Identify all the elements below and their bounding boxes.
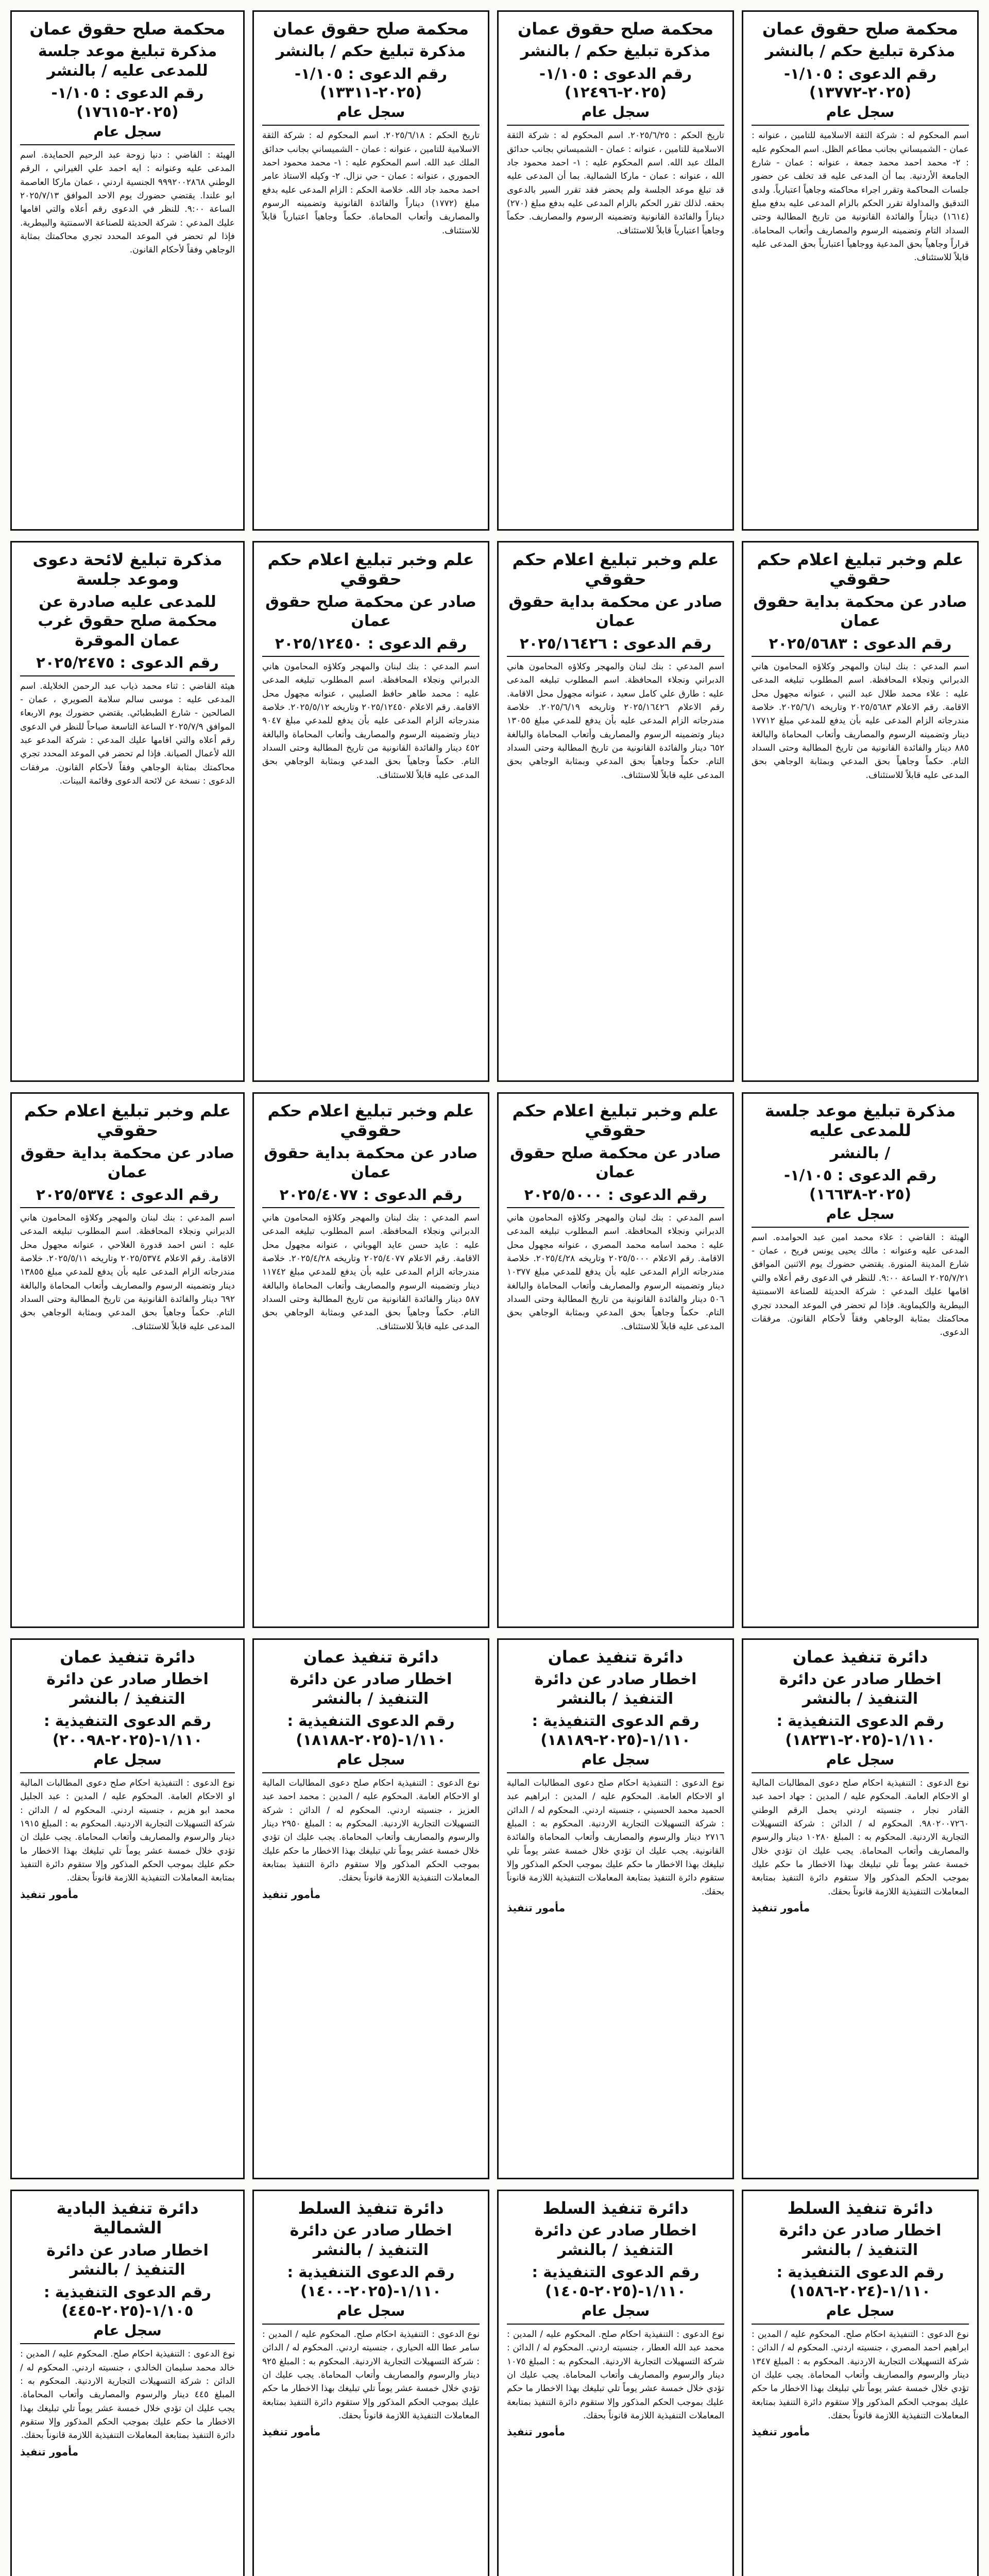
notice-body: اسم المحكوم له : شركة الثقة الاسلامية للتامين ، عنوانه : عمان - الشميساني بجانب مطاعم الظل. اسم المحكوم عليه : ٢- محمد احمد محمد جمعة ، عنوانه : عمان - شارع الجامعة الأردنية. بما أن المدعى عليه قد تخلف عن حضور جلسات المحاكمة وتقرر اجراء محاكمته وجاهياً اعتبارياً. ولدى التدقيق والمداولة تقرر الحكم بالزام المدعى عليه بدفع مبلغ (١٦١٤) ديناراً والفائدة القانونية من تاريخ المطالبة وحتى السداد التام وتضمينه الرسوم والمصاريف وأتعاب المحاماة. قراراً وجاهياً بحق المدعية ووجاهياً اعتبارياً بحق المدعى عليه قابلاً للاستئناف. bbox=[752, 130, 969, 263]
notice-title: صادر عن محكمة بداية حقوق عمان bbox=[20, 1144, 235, 1182]
notice-title: مذكرة تبليغ حكم / بالنشر bbox=[276, 42, 466, 61]
divider bbox=[752, 125, 969, 126]
notice-case-number: رقم الدعوى التنفيذية : ١/١٠٥-(٢٠٢٥-٤٤٥) bbox=[44, 2283, 211, 2320]
legal-notice-r2c2 bbox=[497, 541, 734, 1082]
notice-court: مذكرة تبليغ موعد جلسة للمدعى عليه bbox=[764, 1101, 956, 1141]
divider bbox=[20, 2343, 235, 2344]
notice-title: اخطار صادر عن دائرة التنفيذ / بالنشر bbox=[779, 1670, 942, 1708]
notice-court: علم وخبر تبليغ اعلام حكم حقوقي bbox=[267, 550, 474, 589]
notices-grid bbox=[10, 10, 979, 2576]
divider bbox=[262, 2324, 480, 2325]
legal-notice-r1c2 bbox=[497, 10, 734, 531]
notice-court: دائرة تنفيذ السلط bbox=[542, 2198, 689, 2218]
notice-title: اخطار صادر عن دائرة التنفيذ / بالنشر bbox=[46, 2241, 209, 2279]
notice-register: سجل عام bbox=[93, 123, 162, 140]
notice-case-number: رقم الدعوى التنفيذية : ١/١١٠-(٢٠٢٥-١٨٢٣١) bbox=[776, 1712, 944, 1749]
notice-signature: مأمور تنفيذ bbox=[507, 2426, 566, 2438]
notice-body: اسم المدعي : بنك لبنان والمهجر وكلاؤه المحامون هاني الدبراني ونجلاء المحافظة. اسم المطلوب تبليغه المدعى عليه : محمد طاهر حافظ الصليبي ، عنوانه مجهول محل الاقامة. رقم الاعلام ٢٠٢٥/١٢٤٥٠ وتاريخه ٢٠٢٥/٥/١٢. خلاصة مندرجاته الزام المدعى عليه بأن يدفع للمدعي مبلغ ٩٠٤٧ دينار وتضمينه الرسوم والمصاريف وأتعاب المحاماة والبالغة ٤٥٢ دينار والفائدة القانونية من تاريخ المطالبة وحتى السداد التام. حكماً وجاهياً بحق المدعي وبمثابة الوجاهي بحق المدعى عليه قابلاً للاستئناف. bbox=[262, 662, 480, 781]
notice-register: سجل عام bbox=[581, 104, 650, 121]
divider bbox=[507, 2324, 724, 2325]
notice-body: نوع الدعوى : التنفيذية احكام صلح دعوى المطالبات المالية او الاحكام العامة. المحكوم عليه / المدين : محمد احمد عبد العزيز ، جنسيته اردني. المحكوم له / الدائن : شركة التسهيلات التجارية الاردنية. المحكوم به : المبلغ ٢٩٥٠ دينار والرسوم والمصاريف وأتعاب المحاماة. يجب عليك ان تؤدي خلال خمسة عشر يوماً تلي تبليغك بهذا الاخطار ما حكم عليك بموجب الحكم المذكور وإلا ستقوم دائرة التنفيذ بمتابعة المعاملات التنفيذية اللازمة قانوناً بحقك. bbox=[262, 1777, 480, 1884]
notice-court: مذكرة تبليغ لائحة دعوى وموعد جلسة bbox=[32, 550, 223, 589]
legal-notice-r5c3 bbox=[252, 2190, 489, 2576]
divider bbox=[507, 1772, 724, 1773]
notice-case-number: رقم الدعوى : ٢٠٢٥/١٦٤٢٦ bbox=[519, 634, 712, 652]
notice-title: للمدعى عليه صادرة عن محكمة صلح حقوق غرب عمان الموقرة bbox=[38, 592, 217, 650]
notice-register: سجل عام bbox=[336, 1751, 405, 1768]
notice-court: علم وخبر تبليغ اعلام حكم حقوقي bbox=[267, 1101, 474, 1141]
notice-case-number: رقم الدعوى التنفيذية : ١/١١٠-(٢٠٢٥-١٨١٨٨) bbox=[287, 1712, 455, 1749]
divider bbox=[262, 1772, 480, 1773]
legal-notice-r4c2 bbox=[497, 1638, 734, 2179]
legal-notice-r2c3 bbox=[252, 541, 489, 1082]
legal-notice-r1c3 bbox=[252, 10, 489, 531]
notice-case-number: رقم الدعوى التنفيذية : ١/١١٠-(٢٠٢٥-١٤٠٠) bbox=[287, 2263, 455, 2300]
notice-body: هيئة القاضي : ثناء محمد ذياب عبد الرحمن الخلايلة. اسم المدعى عليه : موسى سالم سلامة الصويري ، عمان - الصالحين - شارع الطبطبائي. يقتضي حضورك يوم الاربعاء الموافق ٢٠٢٥/٧/٩ الساعة التاسعة صباحاً للنظر في الدعوى رقم أعلاه والتي اقامها عليك المدعي : شركة المدعو عبد الله لأعمال الصيانة. فإذا لم تحضر في الموعد المحدد تجري محاكمتك بمثابة الوجاهي وفقاً لأحكام القانون. مرفقات الدعوى : نسخة عن لائحة الدعوى وقائمة البينات. bbox=[20, 681, 235, 786]
notice-court: دائرة تنفيذ عمان bbox=[303, 1647, 439, 1667]
notice-title: / بالنشر bbox=[830, 1144, 891, 1162]
notice-register: سجل عام bbox=[336, 2302, 405, 2319]
notice-register: سجل عام bbox=[93, 1751, 162, 1768]
notice-body: اسم المدعي : بنك لبنان والمهجر وكلاؤه المحامون هاني الدبراني ونجلاء المحافظة. اسم المطلوب تبليغه المدعى عليه : طارق علي كامل سعيد ، عنوانه مجهول محل الاقامة. رقم الاعلام ٢٠٢٥/١٦٤٢٦ وتاريخه ٢٠٢٥/٦/١٩. خلاصة مندرجاته الزام المدعى عليه بأن يدفع للمدعي مبلغ ١٣٠٥٥ دينار وتضمينه الرسوم والمصاريف وأتعاب المحاماة والبالغة ٦٥٢ دينار والفائدة القانونية من تاريخ المطالبة وحتى السداد التام. حكماً وجاهياً بحق المدعي وبمثابة الوجاهي بحق المدعى عليه قابلاً للاستئناف. bbox=[507, 662, 724, 781]
notice-signature: مأمور تنفيذ bbox=[262, 2426, 321, 2438]
divider bbox=[262, 656, 480, 657]
legal-notice-r5c2 bbox=[497, 2190, 734, 2576]
divider bbox=[752, 1227, 969, 1228]
legal-notice-r3c3 bbox=[252, 1092, 489, 1628]
notice-court: علم وخبر تبليغ اعلام حكم حقوقي bbox=[757, 550, 964, 589]
notice-court: محكمة صلح حقوق عمان bbox=[272, 19, 469, 39]
notice-case-number: رقم الدعوى : ٢٠٢٥/٥٣٧٤ bbox=[36, 1185, 219, 1204]
notice-signature: مأمور تنفيذ bbox=[507, 1901, 566, 1914]
notice-body: نوع الدعوى : التنفيذية احكام صلح دعوى المطالبات المالية او الاحكام العامة. المحكوم عليه / المدين : ابراهيم عبد الحميد محمد الحسيني ، جنسيته اردني. المحكوم له / الدائن : شركة التسهيلات التجارية الاردنية. المحكوم به : المبلغ ٢٧١٦ دينار والرسوم والمصاريف وأتعاب المحاماة والفائدة القانونية. يجب عليك ان تؤدي خلال خمسة عشر يوماً تلي تبليغك بهذا الاخطار ما حكم عليك بموجب الحكم المذكور وإلا ستقوم دائرة التنفيذ بمتابعة المعاملات التنفيذية اللازمة قانوناً بحقك. bbox=[507, 1777, 724, 1897]
notice-court: محكمة صلح حقوق عمان bbox=[762, 19, 959, 39]
divider bbox=[20, 675, 235, 676]
legal-notice-r5c4 bbox=[10, 2190, 245, 2576]
notice-case-number: رقم الدعوى التنفيذية : ١/١١٠-(٢٠٢٥-٢٠٠٩٨) bbox=[44, 1712, 211, 1749]
notice-case-number: رقم الدعوى : ٢٠٢٥/١٢٤٥٠ bbox=[275, 634, 467, 652]
legal-notice-r2c1 bbox=[742, 541, 979, 1082]
notice-case-number: رقم الدعوى : ٢٠٢٥/٢٤٧٥ bbox=[36, 654, 219, 672]
notice-case-number: رقم الدعوى التنفيذية : ١/١١٠-(٢٠٢٥-١٨١٨٩) bbox=[532, 1712, 700, 1749]
notice-body: نوع الدعوى : التنفيذية احكام صلح. المحكوم عليه / المدين : ابراهيم احمد المصري ، جنسيته اردني. المحكوم له / الدائن : شركة التسهيلات التجارية الاردنية. المحكوم به : المبلغ ١٣٤٧ دينار والرسوم والمصاريف وأتعاب المحاماة. يجب عليك ان تؤدي خلال خمسة عشر يوماً تلي تبليغك بهذا الاخطار ما حكم عليك بموجب الحكم المذكور وإلا ستقوم دائرة التنفيذ بمتابعة المعاملات التنفيذية اللازمة قانوناً بحقك. bbox=[752, 2329, 969, 2421]
notice-title: اخطار صادر عن دائرة التنفيذ / بالنشر bbox=[779, 2222, 942, 2259]
notice-body: نوع الدعوى : التنفيذية احكام صلح دعوى المطالبات المالية او الاحكام العامة. المحكوم عليه / المدين : جهاد احمد عبد القادر نجار ، جنسيته اردني يحمل الرقم الوطني ٩٨٠٢٠٠٧٢٦٠. المحكوم له / الدائن : شركة التسهيلات التجارية الاردنية. المحكوم به : المبلغ ١٠٢٨٠ دينار والرسوم والمصاريف وأتعاب المحاماة. يجب عليك ان تؤدي خلال خمسة عشر يوماً تلي تبليغك بهذا الاخطار ما حكم عليك بموجب الحكم المذكور وإلا ستقوم دائرة التنفيذ بمتابعة المعاملات التنفيذية اللازمة قانوناً بحقك. bbox=[752, 1777, 969, 1897]
notice-title: اخطار صادر عن دائرة التنفيذ / بالنشر bbox=[534, 1670, 697, 1708]
notice-register: سجل عام bbox=[93, 2322, 162, 2340]
divider bbox=[752, 1772, 969, 1773]
notice-title: مذكرة تبليغ موعد جلسة للمدعى عليه / بالنشر bbox=[38, 42, 217, 80]
notice-title: اخطار صادر عن دائرة التنفيذ / بالنشر bbox=[46, 1670, 209, 1708]
notice-title: صادر عن محكمة صلح حقوق عمان bbox=[265, 592, 476, 631]
notice-register: سجل عام bbox=[826, 2302, 895, 2319]
legal-notice-r4c4 bbox=[10, 1638, 245, 2179]
notice-title: اخطار صادر عن دائرة التنفيذ / بالنشر bbox=[289, 1670, 452, 1708]
divider bbox=[507, 125, 724, 126]
notice-court: دائرة تنفيذ عمان bbox=[792, 1647, 928, 1667]
notice-register: سجل عام bbox=[826, 1751, 895, 1768]
notice-court: علم وخبر تبليغ اعلام حكم حقوقي bbox=[24, 1101, 231, 1141]
notice-register: سجل عام bbox=[826, 1205, 895, 1223]
notice-body: اسم المدعي : بنك لبنان والمهجر وكلاؤه المحامون هاني الدبراني ونجلاء المحافظة. اسم المطلوب تبليغه المدعى عليه : علاء محمد طلال عبد النبي ، عنوانه مجهول محل الاقامة. رقم الاعلام ٢٠٢٥/٥٦٨٣ وتاريخه ٢٠٢٥/٦/١. خلاصة مندرجاته الزام المدعى عليه بأن يدفع للمدعي مبلغ ١٧٧١٢ دينار وتضمينه الرسوم والمصاريف وأتعاب المحاماة والبالغة ٨٨٥ دينار والفائدة القانونية من تاريخ المطالبة وحتى السداد التام. حكماً وجاهياً بحق المدعي وبمثابة الوجاهي بحق المدعى عليه قابلاً للاستئناف. bbox=[752, 662, 969, 781]
notice-court: دائرة تنفيذ عمان bbox=[60, 1647, 195, 1667]
notice-signature: مأمور تنفيذ bbox=[752, 1901, 810, 1914]
divider bbox=[262, 125, 480, 126]
legal-notice-r3c4 bbox=[10, 1092, 245, 1628]
legal-notice-r4c1 bbox=[742, 1638, 979, 2179]
notice-body: الهيئة : القاضي : دنيا زوحة عبد الرحيم الحمايدة. اسم المدعى عليه وعنوانه : ايه احمد علي الغيراني ، الرقم الوطني ٩٩٩٢٠٠٢٨٦٨ الجنسية اردني ، عمان ماركا العاصمة ابو علندا. يقتضي حضورك يوم الاحد الموافق ٢٠٢٥/٧/١٣ الساعة ٩:٠٠. للنظر في الدعوى رقم أعلاه والتي اقامها عليك المدعي : شركة الحديثة للصناعة الاسمنتية والبيطرية. فإذا لم تحضر في الموعد المحدد تجري محاكمتك بمثابة الوجاهي وفقاً لأحكام القانون. bbox=[20, 149, 235, 256]
notice-court: علم وخبر تبليغ اعلام حكم حقوقي bbox=[512, 1101, 719, 1141]
notice-court: دائرة تنفيذ البادية الشمالية bbox=[56, 2198, 199, 2238]
notice-body: نوع الدعوى : التنفيذية احكام صلح. المحكوم عليه / المدين : خالد محمد سليمان الخالدي ، جنسيته اردني. المحكوم له / الدائن : شركة التسهيلات التجارية الاردنية. المحكوم به : المبلغ ٤٤٥ دينار والرسوم والمصاريف وأتعاب المحاماة. يجب عليك ان تؤدي خلال خمسة عشر يوماً تلي تبليغك بهذا الاخطار ما حكم عليك بموجب الحكم المذكور وإلا ستقوم دائرة التنفيذ بمتابعة المعاملات التنفيذية اللازمة قانوناً بحقك. bbox=[20, 2349, 235, 2441]
notice-body: اسم المدعي : بنك لبنان والمهجر وكلاؤه المحامون هاني الدبراني ونجلاء المحافظة. اسم المطلوب تبليغه المدعى عليه : محمد اسامه محمد المصري ، عنوانه مجهول محل الاقامة. رقم الاعلام ٢٠٢٥/٥٠٠٠ وتاريخه ٢٠٢٥/٤/٢٨. خلاصة مندرجاته الزام المدعى عليه بأن يدفع للمدعي مبلغ ١٠٣٧٧ دينار وتضمينه الرسوم والمصاريف وأتعاب المحاماة والبالغة ٥٠٦ دينار والفائدة القانونية من تاريخ المطالبة وحتى السداد التام. حكماً وجاهياً بحق المدعي وبمثابة الوجاهي بحق المدعى عليه قابلاً للاستئناف. bbox=[507, 1213, 724, 1332]
notice-court: دائرة تنفيذ عمان bbox=[548, 1647, 684, 1667]
notice-body: نوع الدعوى : التنفيذية احكام صلح. المحكوم عليه / المدين : محمد عبد الله العطار ، جنسيته اردني. المحكوم له / الدائن : شركة التسهيلات التجارية الاردنية. المحكوم به : المبلغ ١٠٧٥ دينار والرسوم والمصاريف وأتعاب المحاماة. يجب عليك ان تؤدي خلال خمسة عشر يوماً تلي تبليغك بهذا الاخطار ما حكم عليك بموجب الحكم المذكور وإلا ستقوم دائرة التنفيذ بمتابعة المعاملات التنفيذية اللازمة قانوناً بحقك. bbox=[507, 2329, 724, 2421]
notice-title: صادر عن محكمة بداية حقوق عمان bbox=[753, 592, 967, 631]
legal-notice-r5c1 bbox=[742, 2190, 979, 2576]
notice-title: صادر عن محكمة صلح حقوق عمان bbox=[510, 1144, 721, 1182]
notice-case-number: رقم الدعوى التنفيذية : ١/١١٠-(٢٠٢٤-١٥٨٦) bbox=[776, 2263, 944, 2300]
notice-court: محكمة صلح حقوق عمان bbox=[517, 19, 714, 39]
divider bbox=[20, 144, 235, 145]
notice-body: اسم المدعي : بنك لبنان والمهجر وكلاؤه المحامون هاني الدبراني ونجلاء المحافظة. اسم المطلوب تبليغه المدعى عليه : انس احمد قدورة الغلاحي ، عنوانه مجهول محل الاقامة. رقم الاعلام ٢٠٢٥/٥٣٧٤ وتاريخه ٢٠٢٥/٥/١١. خلاصة مندرجاته الزام المدعى عليه بأن يدفع للمدعي مبلغ ١٣٨٥٥ دينار وتضمينه الرسوم والمصاريف وأتعاب المحاماة والبالغة ٦٩٢ دينار والفائدة القانونية من تاريخ المطالبة وحتى السداد التام. حكماً وجاهياً بحق المدعي وبمثابة الوجاهي بحق المدعى عليه قابلاً للاستئناف. bbox=[20, 1213, 235, 1332]
notice-title: صادر عن محكمة بداية حقوق عمان bbox=[508, 592, 723, 631]
divider bbox=[262, 1207, 480, 1208]
notice-court: دائرة تنفيذ السلط bbox=[787, 2198, 933, 2218]
legal-notice-r1c4 bbox=[10, 10, 245, 531]
notice-case-number: رقم الدعوى : ٢٠٢٥/٥٦٨٣ bbox=[769, 634, 952, 652]
notice-court: محكمة صلح حقوق عمان bbox=[29, 19, 226, 39]
notice-register: سجل عام bbox=[336, 104, 405, 121]
notice-case-number: رقم الدعوى : ٢٠٢٥/٤٠٧٧ bbox=[279, 1185, 463, 1204]
notice-case-number: رقم الدعوى : ١/١٠٥-(٢٠٢٥-١٣٧٧٢) bbox=[784, 64, 936, 101]
notice-title: اخطار صادر عن دائرة التنفيذ / بالنشر bbox=[534, 2222, 697, 2259]
legal-notice-r3c2 bbox=[497, 1092, 734, 1628]
notice-register: سجل عام bbox=[581, 1751, 650, 1768]
notice-signature: مأمور تنفيذ bbox=[262, 1888, 321, 1901]
legal-notice-r3c1 bbox=[742, 1092, 979, 1628]
notice-case-number: رقم الدعوى : ١/١٠٥-(٢٠٢٥-١٧٦١٥) bbox=[51, 84, 204, 121]
notice-body: الهيئة : القاضي : علاء محمد امين عبد الحوامده. اسم المدعى عليه وعنوانه : مالك يحيى يونس فريح ، عمان - شارع المدينة المنورة. يقتضي حضورك يوم الاثنين الموافق ٢٠٢٥/٧/٢١ الساعة ٩:٠٠. للنظر في الدعوى رقم أعلاه والتي اقامها عليك المدعي : شركة الحديثة للصناعة الاسمنتية البيطرية والكيماوية. فإذا لم تحضر في الموعد المحدد تجري محاكمتك بمثابة الوجاهي وفقاً لأحكام القانون. مرفقات الدعوى. bbox=[752, 1232, 969, 1338]
notice-case-number: رقم الدعوى : ١/١٠٥-(٢٠٢٥-١٦٦٣٨) bbox=[784, 1166, 936, 1203]
notice-signature: مأمور تنفيذ bbox=[752, 2426, 810, 2438]
notice-court: دائرة تنفيذ السلط bbox=[298, 2198, 444, 2218]
notice-signature: مأمور تنفيذ bbox=[20, 2445, 79, 2458]
notice-body: تاريخ الحكم : ٢٠٢٥/٦/٢٥. اسم المحكوم له : شركة الثقة الاسلامية للتامين ، عنوانه : عمان - الشميساني بجانب حدائق الملك عبد الله. اسم المحكوم عليه : ١- احمد محمود جاد الله ، عنوانه : عمان - ماركا الشمالية. بما أن المدعى عليه قد تبلغ موعد الجلسة ولم يحضر فقد تقرر السير بالدعوى بحقه. لذلك تقرر الحكم بالزام المدعى عليه بدفع مبلغ (٢٧٠) ديناراً والفائدة القانونية وتضمينه الرسوم والمصاريف. حكماً وجاهياً اعتبارياً قابلاً للاستئناف. bbox=[507, 130, 724, 236]
notice-case-number: رقم الدعوى : ١/١٠٥-(٢٠٢٥-١٣٣١١) bbox=[295, 64, 447, 101]
notice-title: مذكرة تبليغ حكم / بالنشر bbox=[765, 42, 956, 61]
notice-register: سجل عام bbox=[581, 2302, 650, 2319]
notice-body: نوع الدعوى : التنفيذية احكام صلح. المحكوم عليه / المدين : سامر عطا الله الحياري ، جنسيته اردني. المحكوم له / الدائن : شركة التسهيلات التجارية الاردنية. المحكوم به : المبلغ ٩٢٥ دينار والرسوم والمصاريف وأتعاب المحاماة. يجب عليك ان تؤدي خلال خمسة عشر يوماً تلي تبليغك بهذا الاخطار ما حكم عليك بموجب الحكم المذكور وإلا ستقوم دائرة التنفيذ بمتابعة المعاملات التنفيذية اللازمة قانوناً بحقك. bbox=[262, 2329, 480, 2421]
divider bbox=[20, 1207, 235, 1208]
notice-title: اخطار صادر عن دائرة التنفيذ / بالنشر bbox=[289, 2222, 452, 2259]
notice-body: اسم المدعي : بنك لبنان والمهجر وكلاؤه المحامون هاني الدبراني ونجلاء المحافظة. اسم المطلوب تبليغه المدعى عليه : عايد حسن عايد الهوباني ، عنوانه مجهول محل الاقامة. رقم الاعلام ٢٠٢٥/٤٠٧٧ وتاريخه ٢٠٢٥/٤/٢٨. خلاصة مندرجاته الزام المدعى عليه بأن يدفع للمدعي مبلغ ١١٧٤٢ دينار وتضمينه الرسوم والمصاريف وأتعاب المحاماة والبالغة ٥٨٧ دينار والفائدة القانونية من تاريخ المطالبة وحتى السداد التام. حكماً وجاهياً بحق المدعي وبمثابة الوجاهي بحق المدعى عليه قابلاً للاستئناف. bbox=[262, 1213, 480, 1332]
notice-case-number: رقم الدعوى : ٢٠٢٥/٥٠٠٠ bbox=[524, 1185, 707, 1204]
notice-case-number: رقم الدعوى : ١/١٠٥-(٢٠٢٥-١٢٤٩٦) bbox=[539, 64, 692, 101]
divider bbox=[507, 656, 724, 657]
legal-notice-r2c4 bbox=[10, 541, 245, 1082]
notice-title: صادر عن محكمة بداية حقوق عمان bbox=[264, 1144, 478, 1182]
divider bbox=[752, 2324, 969, 2325]
notice-body: نوع الدعوى : التنفيذية احكام صلح دعوى المطالبات المالية او الاحكام العامة. المحكوم عليه / المدين : عبد الجليل محمد ابو هزيم ، جنسيته اردني. المحكوم له / الدائن : شركة التسهيلات التجارية الاردنية. المحكوم به : المبلغ ١٩١٥ دينار والرسوم والمصاريف وأتعاب المحاماة. يجب عليك ان تؤدي خلال خمسة عشر يوماً تلي تبليغك بهذا الاخطار ما حكم عليك بموجب الحكم المذكور وإلا ستقوم دائرة التنفيذ بمتابعة المعاملات التنفيذية اللازمة قانوناً بحقك. bbox=[20, 1777, 235, 1884]
divider bbox=[507, 1207, 724, 1208]
notice-register: سجل عام bbox=[826, 104, 895, 121]
legal-notice-r1c1 bbox=[742, 10, 979, 531]
divider bbox=[20, 1772, 235, 1773]
notice-court: علم وخبر تبليغ اعلام حكم حقوقي bbox=[512, 550, 719, 589]
notice-title: مذكرة تبليغ حكم / بالنشر bbox=[520, 42, 711, 61]
divider bbox=[752, 656, 969, 657]
legal-notice-r4c3 bbox=[252, 1638, 489, 2179]
notice-case-number: رقم الدعوى التنفيذية : ١/١١٠-(٢٠٢٥-١٤٠٥) bbox=[532, 2263, 700, 2300]
notice-signature: مأمور تنفيذ bbox=[20, 1888, 79, 1901]
notice-body: تاريخ الحكم : ٢٠٢٥/٦/١٨. اسم المحكوم له : شركة الثقة الاسلامية للتامين ، عنوانه : عمان - الشميساني بجانب حدائق الملك عبد الله. اسم المحكوم عليه : ١- محمد محمود احمد الحموري ، عنوانه : عمان - حي نزال. ٢- وكيله الاستاذ عامر احمد محمد جاد الله. خلاصة الحكم : الزام المدعى عليه بدفع مبلغ (١٧٧٢) ديناراً والفائدة القانونية وتضمينه الرسوم والمصاريف وأتعاب المحاماة. حكماً وجاهياً اعتبارياً قابلاً للاستئناف. bbox=[262, 130, 480, 236]
